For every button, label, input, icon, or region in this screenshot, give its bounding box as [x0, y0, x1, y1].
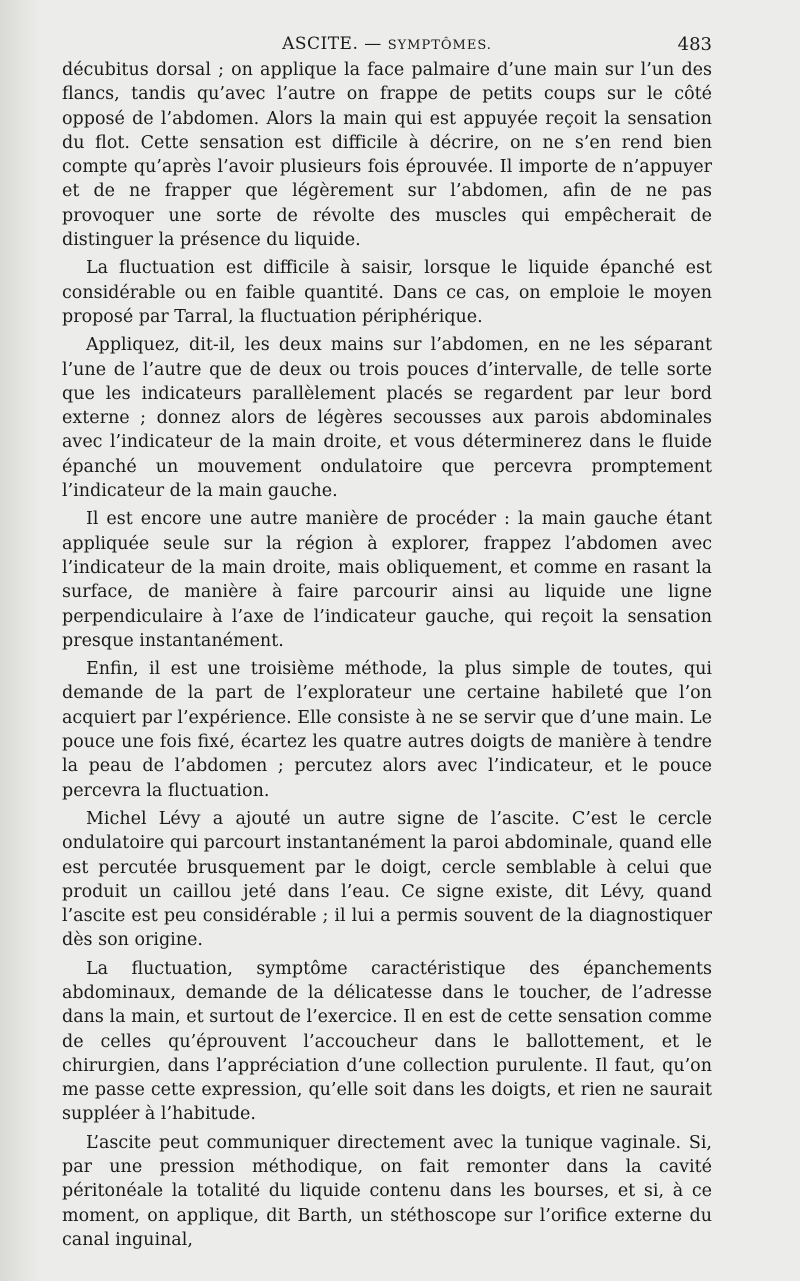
chapter-title: ASCITE.: [282, 34, 359, 54]
running-title: [62, 34, 712, 54]
running-header: [62, 30, 712, 58]
book-page: [62, 30, 712, 1252]
paragraph: décubitus dorsal ; on applique la face palmaire d’une main sur l’un des flancs, tandis qu’avec l’autre on frappe de petits coups sur le côté opposé de l’abdomen. Alors la main qui est appuyée reçoit la sensation du flot. Cette sensation est difficile à décrire, on ne s’en rend bien compte qu’après l’avoir plusieurs fois éprouvée. Il importe de n’appuyer et de ne frapper que légèrement sur l’abdomen, afin de ne pas provoquer une sorte de révolte des muscles qui empêcherait de distinguer la présence du liquide.: [62, 60, 712, 251]
paragraph: L’ascite peut communiquer directement avec la tunique vaginale. Si, par une pression méthodique, on fait remonter dans la cavité péritonéale la totalité du liquide contenu dans les bourses, et si, à ce moment, on applique, dit Barth, un stéthoscope sur l’orifice externe du canal inguinal,: [62, 1132, 712, 1250]
paragraph: Appliquez, dit-il, les deux mains sur l’abdomen, en ne les séparant l’une de l’autre que de deux ou trois pouces d’intervalle, de telle sorte que les indicateurs parallèlement placés se regardent par leur bord externe ; donnez alors de légères secousses aux parois abdominales avec l’indicateur de la main droite, et vous déterminerez dans le fluide épanché un mouvement ondulatoire que percevra promptement l’indicateur de la main gauche.: [62, 335, 712, 502]
paragraph: La fluctuation, symptôme caractéristique des épanchements abdominaux, demande de la délicatesse dans le toucher, de l’adresse dans la main, et surtout de l’exercice. Il en est de cette sensation comme de celles qu’éprouvent l’accoucheur dans le ballottement, et le chirurgien, dans l’appréciation d’une collection purulente. Il faut, qu’on me passe cette expression, qu’elle soit dans les doigts, et rien ne saurait suppléer à l’habitude.: [62, 958, 712, 1125]
title-separator: —: [358, 34, 388, 54]
paragraph: Il est encore une autre manière de procéder : la main gauche étant appliquée seule sur la région à explorer, frappez l’abdomen avec l’indicateur de la main droite, mais obliquement, et comme en rasant la surface, de manière à faire parcourir ainsi au liquide une ligne perpendiculaire à l’axe de l’indicateur gauche, qui reçoit la sensation presque instantanément.: [62, 509, 712, 651]
section-title: SYMPTÔMES.: [387, 38, 492, 53]
paragraph: La fluctuation est difficile à saisir, lorsque le liquide épanché est considérable ou en faible quantité. Dans ce cas, on emploie le moyen proposé par Tarral, la fluctuation périphérique.: [62, 258, 712, 327]
paragraph: Enfin, il est une troisième méthode, la plus simple de toutes, qui demande de la part de l’explorateur une certaine habileté que l’on acquiert par l’expérience. Elle consiste à ne se servir que d’une main. Le pouce une fois fixé, écartez les quatre autres doigts de manière à tendre la peau de l’abdomen ; percutez alors avec l’indicateur, et le pouce percevra la fluctuation.: [62, 659, 712, 801]
paragraph: Michel Lévy a ajouté un autre signe de l’ascite. C’est le cercle ondulatoire qui parcourt instantanément la paroi abdominale, quand elle est percutée brusquement par le doigt, cercle semblable à celui que produit un caillou jeté dans l’eau. Ce signe existe, dit Lévy, quand l’ascite est peu considérable ; il lui a permis souvent de la diagnostiquer dès son origine.: [62, 808, 712, 951]
body-text: [62, 58, 712, 1252]
page-gutter-shadow: [0, 0, 40, 1281]
page-number: 483: [677, 34, 712, 55]
